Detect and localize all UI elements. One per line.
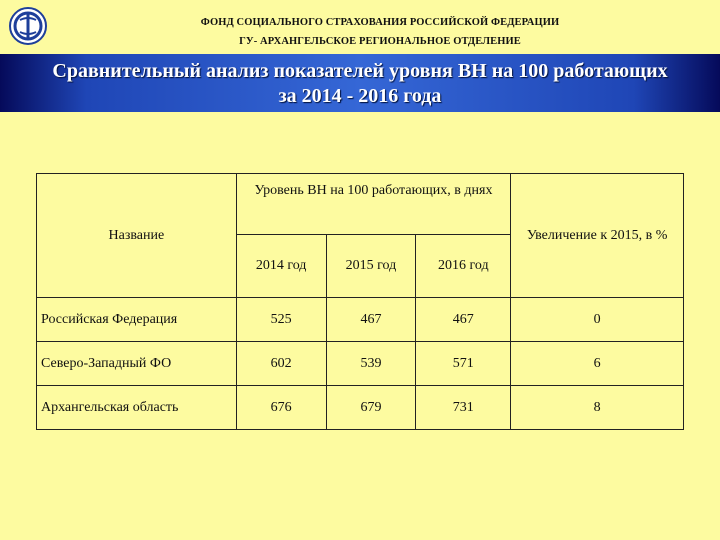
header-year-2014: 2014 год xyxy=(236,235,326,298)
org-name-line1: ФОНД СОЦИАЛЬНОГО СТРАХОВАНИЯ РОССИЙСКОЙ ФЕДЕРАЦИИ xyxy=(200,17,560,28)
row-name: Российская Федерация xyxy=(37,298,237,342)
cell-2016: 571 xyxy=(416,342,511,386)
cell-2016: 467 xyxy=(416,298,511,342)
row-name: Архангельская область xyxy=(37,386,237,430)
header-name: Название xyxy=(37,174,237,298)
cell-increase: 0 xyxy=(511,298,684,342)
row-name: Северо-Западный ФО xyxy=(37,342,237,386)
cell-2014: 525 xyxy=(236,298,326,342)
cell-2016: 731 xyxy=(416,386,511,430)
cell-increase: 8 xyxy=(511,386,684,430)
org-name-line2: ГУ- АРХАНГЕЛЬСКОЕ РЕГИОНАЛЬНОЕ ОТДЕЛЕНИЕ xyxy=(239,36,521,47)
header-year-2015: 2015 год xyxy=(326,235,416,298)
statistics-table xyxy=(36,173,684,430)
table-row xyxy=(37,342,684,386)
fss-emblem-icon xyxy=(8,6,48,46)
cell-2015: 539 xyxy=(326,342,416,386)
slide-title-line1: Сравнительный анализ показателей уровня ВН на 100 работающих xyxy=(52,60,668,82)
header-increase: Увеличение к 2015, в % xyxy=(511,174,684,298)
cell-2015: 467 xyxy=(326,298,416,342)
organization-header xyxy=(100,13,660,51)
title-banner xyxy=(0,54,720,112)
table-row xyxy=(37,386,684,430)
header-year-2016: 2016 год xyxy=(416,235,511,298)
cell-2015: 679 xyxy=(326,386,416,430)
cell-increase: 6 xyxy=(511,342,684,386)
slide-title-line2: за 2014 - 2016 года xyxy=(278,85,442,107)
cell-2014: 676 xyxy=(236,386,326,430)
cell-2014: 602 xyxy=(236,342,326,386)
slide-title xyxy=(0,54,720,109)
table-row xyxy=(37,298,684,342)
header-sick-leave-level: Уровень ВН на 100 работающих, в днях xyxy=(236,174,511,235)
